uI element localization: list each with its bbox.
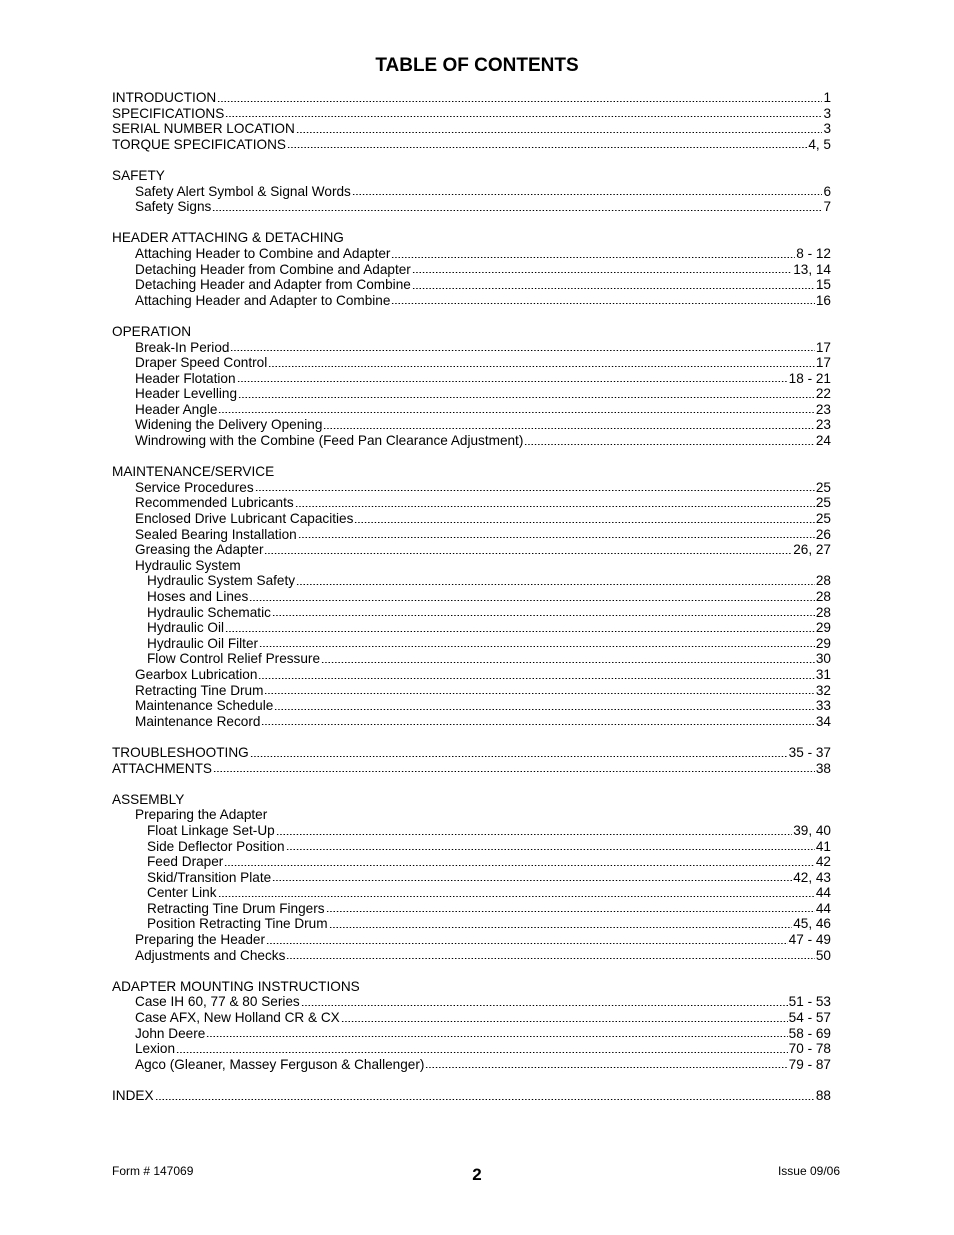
toc-entry-page: 23 (815, 417, 831, 433)
dot-leader (225, 631, 815, 632)
dot-leader (425, 1067, 787, 1068)
toc-entry[interactable] (112, 683, 831, 699)
dot-leader (213, 771, 815, 772)
toc-entry[interactable] (112, 542, 831, 558)
toc-entry-label: Float Linkage Set-Up (147, 822, 275, 838)
toc-entry[interactable] (112, 199, 831, 215)
toc-entry-label: INTRODUCTION (112, 90, 217, 105)
toc-entry-label: Attaching Header to Combine and Adapter (135, 245, 391, 261)
section-gap (112, 449, 831, 465)
toc-entry-page: 33 (815, 698, 831, 714)
toc-entry-page: 28 (815, 589, 831, 604)
toc-entry-label: Position Retracting Tine Drum (147, 916, 328, 932)
toc-entry-page: 29 (815, 620, 831, 636)
toc-entry-page: 18 - 21 (788, 370, 831, 386)
toc-entry-page: 45, 46 (793, 916, 831, 932)
section-gap (112, 152, 831, 168)
toc-entry[interactable] (112, 620, 831, 636)
toc-entry-label: Flow Control Relief Pressure (147, 651, 321, 667)
toc-entry-page: 44 (815, 885, 831, 901)
toc-entry-page: 32 (815, 682, 831, 698)
toc-entry[interactable] (112, 527, 831, 543)
toc-entry-label: Maintenance Record (135, 713, 261, 729)
dot-leader (272, 880, 792, 881)
dot-leader (301, 1005, 788, 1006)
dot-leader (206, 1036, 787, 1037)
toc-entry-label: Maintenance Schedule (135, 698, 274, 714)
dot-leader (323, 428, 814, 429)
dot-leader (391, 257, 795, 258)
toc-entry-page: 22 (815, 386, 831, 402)
toc-entry[interactable] (112, 417, 831, 433)
toc-entry-page: 58 - 69 (788, 1025, 831, 1041)
toc-entry-page: 50 (815, 947, 831, 963)
toc-section-entry[interactable] (112, 121, 831, 137)
dot-leader (286, 958, 815, 959)
toc-entry[interactable] (112, 885, 831, 901)
toc-entry-label: John Deere (135, 1025, 206, 1041)
toc-entry[interactable] (112, 386, 831, 402)
toc-entry-page: 70 - 78 (788, 1041, 831, 1057)
dot-leader (155, 1099, 815, 1100)
toc-entry-page: 8 - 12 (796, 245, 831, 261)
dot-leader (391, 303, 814, 304)
dot-leader (218, 896, 815, 897)
toc-entry-page: 30 (815, 651, 831, 667)
toc-entry[interactable] (112, 916, 831, 932)
dot-leader (276, 834, 793, 835)
toc-entry-label: Case AFX, New Holland CR & CX (135, 1010, 340, 1026)
dot-leader (354, 522, 815, 523)
dot-leader (217, 101, 822, 102)
toc-entry[interactable] (112, 667, 831, 683)
dot-leader (261, 724, 814, 725)
toc-entry-label: Adjustments and Checks (135, 947, 286, 963)
toc-entry-label: Gearbox Lubrication (135, 666, 258, 682)
toc-entry[interactable] (112, 1026, 831, 1042)
toc-entry[interactable] (112, 823, 831, 839)
toc-entry-page: 15 (815, 277, 831, 293)
section-gap (112, 776, 831, 792)
dot-leader (412, 272, 792, 273)
toc-entry-page: 17 (815, 339, 831, 355)
toc-entry-label: Hydraulic System Safety (147, 573, 296, 589)
toc-entry-label: OPERATION (112, 323, 192, 339)
toc-entry[interactable] (112, 932, 831, 948)
toc-entry[interactable] (112, 589, 831, 605)
toc-entry-page: 3 (823, 105, 831, 121)
toc-section-entry[interactable] (112, 761, 831, 777)
toc-entry-page: 38 (815, 760, 831, 776)
dot-leader (296, 584, 815, 585)
toc-entry-label: SPECIFICATIONS (112, 105, 225, 121)
toc-entry-page: 44 (815, 900, 831, 916)
dot-leader (295, 506, 815, 507)
toc-entry-label: Safety Alert Symbol & Signal Words (135, 183, 351, 199)
dot-leader (259, 646, 815, 647)
dot-leader (326, 911, 815, 912)
toc-entry-label: TROUBLESHOOTING (112, 744, 249, 760)
toc-entry-label: TORQUE SPECIFICATIONS (112, 136, 286, 152)
dot-leader (255, 490, 815, 491)
page-number: 2 (472, 1165, 482, 1184)
dot-leader (329, 927, 793, 928)
dot-leader (250, 756, 788, 757)
form-number: Form # 147069 (112, 1164, 194, 1178)
toc-entry-page: 88 (815, 1088, 831, 1103)
toc-entry-label: Hydraulic Oil Filter (147, 635, 259, 651)
toc-entry-label: Hoses and Lines (147, 589, 249, 604)
dot-leader (321, 662, 815, 663)
section-gap (112, 963, 831, 979)
toc-section-entry[interactable] (112, 1088, 831, 1104)
section-gap (112, 215, 831, 231)
toc-entry-page: 51 - 53 (788, 994, 831, 1010)
toc-entry-page: 41 (815, 838, 831, 854)
toc-entry-page: 39, 40 (793, 822, 831, 838)
toc-entry[interactable] (112, 184, 831, 200)
toc-entry-page: 26, 27 (793, 542, 831, 558)
toc-entry-label: HEADER ATTACHING & DETACHING (112, 230, 344, 246)
toc-entry[interactable] (112, 511, 831, 527)
toc-entry-label: Side Deflector Position (147, 838, 285, 854)
dot-leader (286, 849, 815, 850)
toc-entry-page: 28 (815, 604, 831, 620)
toc-entry-label: Hydraulic System (135, 557, 241, 573)
toc-entry-label: Retracting Tine Drum Fingers (147, 900, 325, 916)
dot-leader (274, 709, 815, 710)
toc-entry-label: Center Link (147, 885, 217, 901)
dot-leader (287, 147, 807, 148)
toc-entry-page: 25 (815, 479, 831, 495)
toc-entry-page: 25 (815, 511, 831, 527)
toc-entry-label: Agco (Gleaner, Massey Ferguson & Challenger) (135, 1056, 425, 1072)
toc-entry-page: 25 (815, 495, 831, 511)
toc-entry[interactable] (112, 714, 831, 730)
toc-entry-label: Feed Draper (147, 854, 224, 870)
toc-entry-label: Preparing the Adapter (135, 807, 268, 823)
toc-entry-page: 28 (815, 573, 831, 589)
toc-entry-label: Enclosed Drive Lubricant Capacities (135, 511, 354, 527)
toc-entry[interactable] (112, 651, 831, 667)
toc-section-entry[interactable] (112, 168, 831, 184)
toc-entry-label: Lexion (135, 1041, 176, 1057)
toc-entry-label: SAFETY (112, 167, 165, 183)
toc-entry-label: Header Flotation (135, 370, 236, 386)
toc-entry[interactable] (112, 355, 831, 371)
section-gap (112, 1072, 831, 1088)
toc-entry-label: Attaching Header and Adapter to Combine (135, 292, 391, 308)
toc-entry[interactable] (112, 854, 831, 870)
toc-entry-page: 34 (815, 713, 831, 729)
toc-entry-page: 29 (815, 635, 831, 651)
toc-entry[interactable] (112, 558, 831, 574)
dot-leader (218, 412, 814, 413)
section-gap (112, 308, 831, 324)
dot-leader (225, 116, 822, 117)
toc-entry-page: 24 (815, 433, 831, 449)
dot-leader (298, 537, 815, 538)
dot-leader (524, 444, 815, 445)
dot-leader (352, 194, 823, 195)
toc-entry-page: 17 (815, 355, 831, 371)
dot-leader (296, 132, 823, 133)
toc-entry[interactable] (112, 262, 831, 278)
toc-entry-page: 42 (815, 854, 831, 870)
toc-entry-label: Draper Speed Control (135, 355, 268, 371)
dot-leader (264, 693, 814, 694)
toc-entry-page: 16 (815, 292, 831, 308)
toc-entry[interactable] (112, 495, 831, 511)
dot-leader (341, 1021, 788, 1022)
toc-entry[interactable] (112, 605, 831, 621)
toc-entry[interactable] (112, 371, 831, 387)
toc-entry-label: SERIAL NUMBER LOCATION (112, 121, 295, 137)
dot-leader (264, 553, 792, 554)
dot-leader (230, 350, 814, 351)
toc-entry[interactable] (112, 1041, 831, 1057)
toc-entry-page: 54 - 57 (788, 1010, 831, 1026)
toc-entry-label: Widening the Delivery Opening (135, 417, 323, 433)
dot-leader (176, 1052, 788, 1053)
toc-entry[interactable] (112, 573, 831, 589)
section-gap (112, 729, 831, 745)
toc-entry[interactable] (112, 402, 831, 418)
toc-entry-label: ADAPTER MOUNTING INSTRUCTIONS (112, 978, 360, 994)
toc-entry-label: ATTACHMENTS (112, 760, 212, 776)
toc-entry-label: Sealed Bearing Installation (135, 526, 297, 542)
toc-entry-page: 23 (815, 401, 831, 417)
toc-entry-page: 47 - 49 (788, 932, 831, 948)
toc-entry[interactable] (112, 839, 831, 855)
toc-entry-label: Windrowing with the Combine (Feed Pan Clearance Adjustment) (135, 433, 524, 449)
toc-entry-page: 4, 5 (808, 136, 831, 152)
toc-entry-page: 31 (815, 666, 831, 682)
toc-entry[interactable] (112, 994, 831, 1010)
dot-leader (412, 288, 815, 289)
dot-leader (272, 615, 815, 616)
toc-section-entry[interactable] (112, 792, 831, 808)
toc-entry[interactable] (112, 948, 831, 964)
toc-section-entry[interactable] (112, 106, 831, 122)
dot-leader (266, 943, 788, 944)
toc-entry-label: Break-In Period (135, 339, 230, 355)
toc-entry[interactable] (112, 293, 831, 309)
toc-section-entry[interactable] (112, 137, 831, 153)
toc-section-entry[interactable] (112, 90, 831, 106)
toc-section-entry[interactable] (112, 324, 831, 340)
toc-entry-label: Recommended Lubricants (135, 495, 294, 511)
toc-entry-label: Case IH 60, 77 & 80 Series (135, 994, 300, 1010)
dot-leader (258, 678, 814, 679)
toc-entry-label: Skid/Transition Plate (147, 869, 272, 885)
toc-entry-page: 42, 43 (793, 869, 831, 885)
toc-entry[interactable] (112, 433, 831, 449)
toc-entry[interactable] (112, 246, 831, 262)
toc-entry-page: 1 (823, 90, 831, 105)
toc-entry-label: Service Procedures (135, 479, 254, 495)
toc-entry-page: 26 (815, 526, 831, 542)
toc-entry-label: INDEX (112, 1088, 154, 1103)
toc-entry-page: 6 (823, 183, 831, 199)
toc-section-entry[interactable] (112, 745, 831, 761)
toc-entry-page: 35 - 37 (788, 744, 831, 760)
toc-entry-label: Header Angle (135, 401, 218, 417)
dot-leader (212, 210, 822, 211)
toc-entry-label: MAINTENANCE/SERVICE (112, 464, 275, 480)
dot-leader (249, 600, 815, 601)
toc-entry-label: Header Levelling (135, 386, 238, 402)
toc-entry[interactable] (112, 698, 831, 714)
toc-entry[interactable] (112, 1010, 831, 1026)
toc-entry[interactable] (112, 807, 831, 823)
toc-entry-label: Detaching Header from Combine and Adapter (135, 261, 411, 277)
dot-leader (238, 397, 815, 398)
toc-entry[interactable] (112, 277, 831, 293)
toc-entry[interactable] (112, 870, 831, 886)
toc-entry-page: 3 (823, 121, 831, 137)
toc-section-entry[interactable] (112, 230, 831, 246)
table-of-contents (112, 90, 831, 1104)
toc-entry-page: 79 - 87 (788, 1056, 831, 1072)
toc-entry-label: Hydraulic Schematic (147, 604, 271, 620)
toc-section-entry[interactable] (112, 979, 831, 995)
dot-leader (224, 865, 815, 866)
dot-leader (268, 366, 815, 367)
issue-date: Issue 09/06 (777, 1164, 840, 1178)
toc-entry-label: Hydraulic Oil (147, 620, 225, 636)
toc-entry[interactable] (112, 901, 831, 917)
toc-entry-label: Greasing the Adapter (135, 542, 264, 558)
toc-entry-label: Detaching Header and Adapter from Combine (135, 277, 411, 293)
toc-entry[interactable] (112, 480, 831, 496)
toc-entry[interactable] (112, 340, 831, 356)
toc-entry[interactable] (112, 636, 831, 652)
page-title: TABLE OF CONTENTS (375, 55, 579, 76)
toc-entry-page: 7 (823, 199, 831, 215)
dot-leader (237, 381, 788, 382)
toc-entry-label: Preparing the Header (135, 932, 265, 948)
toc-entry-label: Safety Signs (135, 199, 212, 215)
toc-entry[interactable] (112, 1057, 831, 1073)
toc-entry-label: Retracting Tine Drum (135, 682, 264, 698)
toc-entry-page: 13, 14 (793, 261, 831, 277)
toc-entry-label: ASSEMBLY (112, 791, 185, 807)
toc-section-entry[interactable] (112, 464, 831, 480)
